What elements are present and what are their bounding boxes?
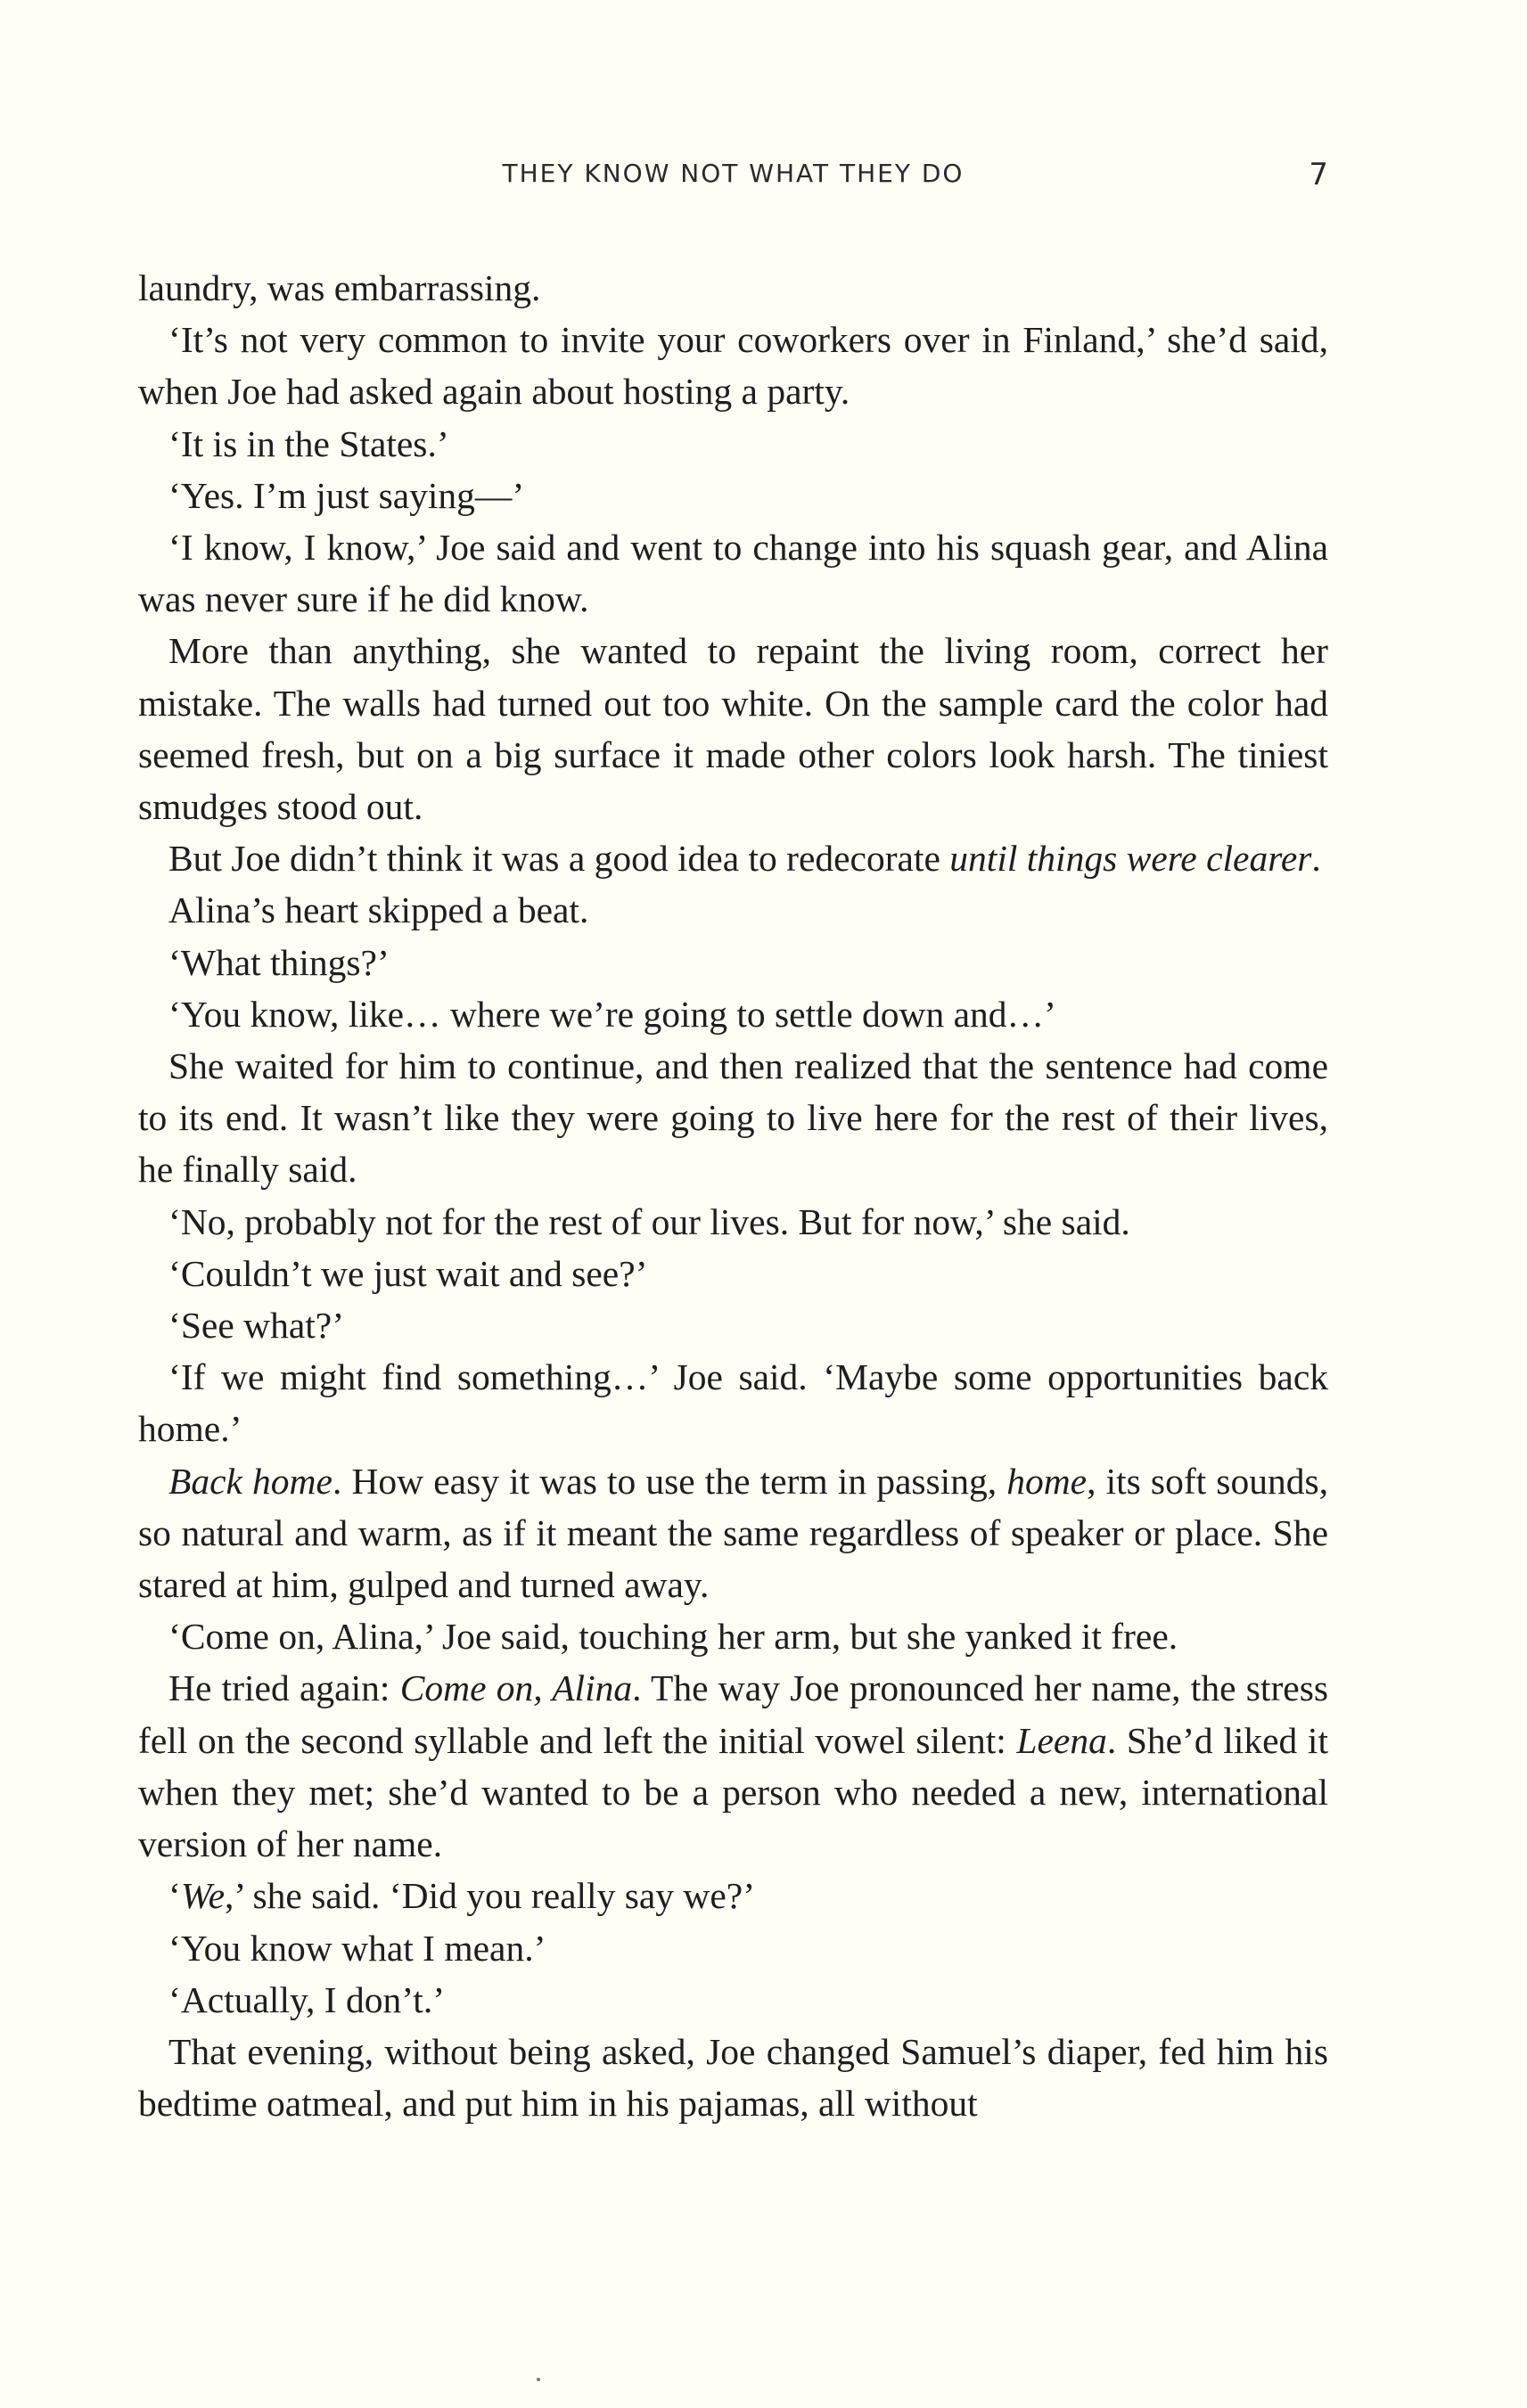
paragraph (138, 1662, 1328, 1870)
paragraph (138, 1299, 1328, 1351)
paragraph (138, 832, 1328, 884)
running-title: THEY KNOW NOT WHAT THEY DO (502, 159, 965, 188)
text-run: ‘What things?’ (168, 941, 390, 983)
paragraph (138, 988, 1328, 1040)
text-run: , its soft sounds, so natural and warm, as if it meant the same regardless of speaker or place. She stared at him, gulped and turned away. (138, 1460, 1328, 1606)
text-run: . How easy it was to use the term in passing, (332, 1460, 1007, 1502)
text-run: That evening, without being asked, Joe changed Samuel’s diaper, fed him his bedtime oatmeal, and put him in his pajamas, all without (138, 2030, 1328, 2125)
text-run: ‘ (168, 1875, 181, 1917)
italic-text: until things were clearer (949, 838, 1312, 880)
text-run: ‘Couldn’t we just wait and see?’ (168, 1252, 648, 1294)
paragraph (138, 1351, 1328, 1454)
paragraph (138, 521, 1328, 625)
italic-text: home (1006, 1460, 1088, 1502)
italic-text: Come on, Alina (399, 1667, 633, 1709)
paragraph (138, 1040, 1328, 1196)
paragraph (138, 884, 1328, 936)
paragraph (138, 937, 1328, 988)
text-run: laundry, was embarrassing. (138, 267, 541, 308)
paragraph (138, 625, 1328, 832)
running-head (138, 159, 1328, 194)
text-run: ‘Actually, I don’t.’ (168, 1978, 446, 2020)
text-run: ‘It’s not very common to invite your coworkers over in Finland,’ she’d said, when Joe had asked again about hosting a party. (138, 319, 1328, 413)
text-run: . (1311, 838, 1321, 880)
paragraph (138, 470, 1328, 521)
paragraph (138, 2026, 1328, 2129)
text-run: ‘You know, like… where we’re going to settle down and…’ (168, 993, 1056, 1035)
italic-text: Leena (1016, 1719, 1107, 1761)
paragraph (138, 1974, 1328, 2026)
paragraph (138, 418, 1328, 470)
text-run: ‘I know, I know,’ Joe said and went to change into his squash gear, and Alina was never sure if he did know. (138, 527, 1328, 620)
text-run: ‘You know what I mean.’ (168, 1927, 546, 1969)
paragraph (138, 1455, 1328, 1611)
text-run: ‘Come on, Alina,’ Joe said, touching her arm, but she yanked it free. (168, 1616, 1178, 1658)
paragraph (138, 1922, 1328, 1974)
text-run: But Joe didn’t think it was a good idea to redecorate (168, 838, 950, 880)
italic-text: We (180, 1875, 226, 1917)
italic-text: Back home (168, 1460, 332, 1502)
paper-speck (537, 2378, 540, 2381)
body-text (138, 262, 1328, 2129)
paragraph (138, 1610, 1328, 1662)
page-number: 7 (1309, 157, 1328, 192)
text-run: ,’ she said. ‘Did you really say we?’ (225, 1875, 756, 1917)
text-run: ‘No, probably not for the rest of our lives. But for now,’ she said. (168, 1200, 1130, 1242)
text-run: Alina’s heart skipped a beat. (168, 889, 589, 931)
paragraph (138, 314, 1328, 417)
text-run: ‘Yes. I’m just saying—’ (168, 474, 525, 516)
text-run: More than anything, she wanted to repaint the living room, correct her mistake. The walls had turned out too white. On the sample card the color had seemed fresh, but on a big surface it made other colors look harsh. The tiniest smudges stood out. (138, 630, 1328, 828)
paragraph (138, 1870, 1328, 1921)
text-run: . The way Joe pronounced her name, the stress fell on the second syllable and left the initial vowel silent: (138, 1667, 1329, 1761)
text-run: . She’d liked it when they met; she’d wanted to be a person who needed a new, international version of her name. (138, 1719, 1328, 1865)
paragraph (138, 1196, 1328, 1248)
text-run: ‘See what?’ (168, 1305, 345, 1347)
text-run: She waited for him to continue, and then realized that the sentence had come to its end. It wasn’t like they were going to live here for the rest of their lives, he finally said. (138, 1045, 1328, 1191)
paragraph (138, 1248, 1328, 1299)
paragraph (138, 262, 1328, 314)
text-run: ‘If we might find something…’ Joe said. ‘Maybe some opportunities back home.’ (138, 1356, 1328, 1450)
text-run: He tried again: (168, 1667, 400, 1709)
text-run: ‘It is in the States.’ (168, 422, 449, 464)
